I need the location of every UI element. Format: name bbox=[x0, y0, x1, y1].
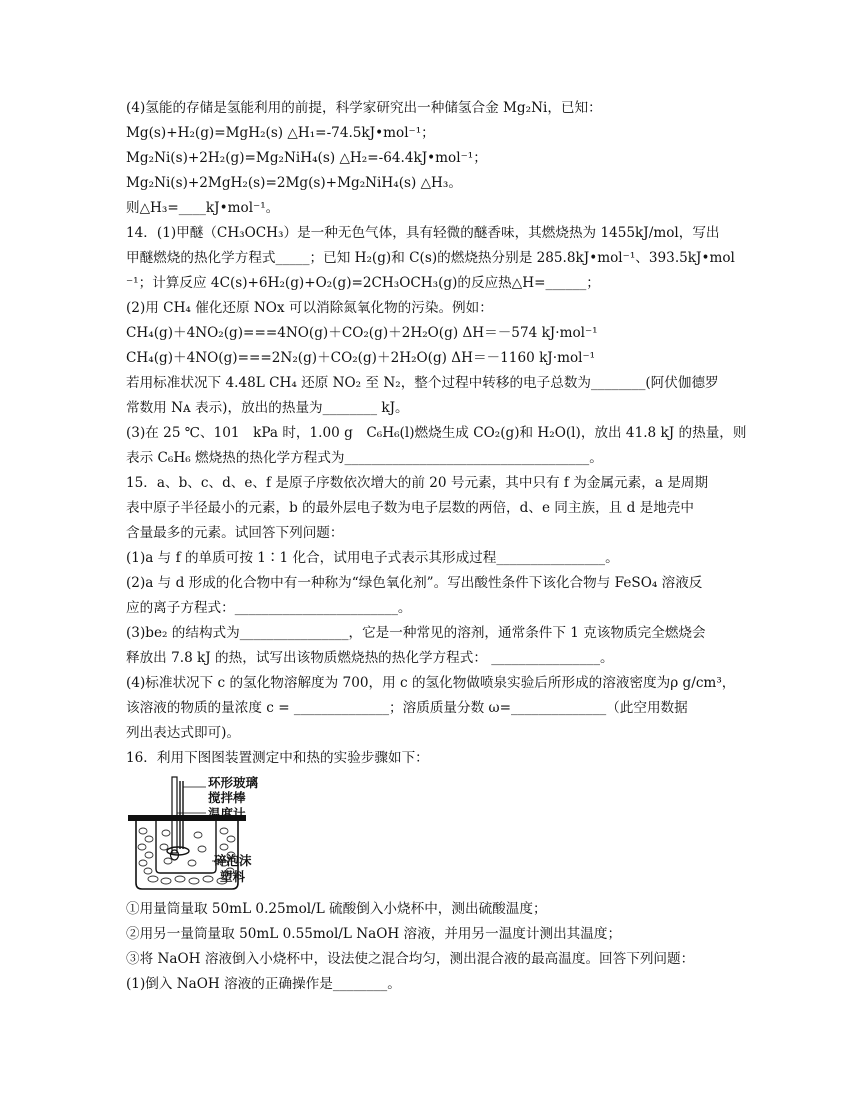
question-14-line: 14．(1)甲醚（CH₃OCH₃）是一种无色气体，具有轻微的醚香味，其燃烧热为 1455kJ/mol，写出 bbox=[126, 225, 720, 241]
text-line: (3)be₂ 的结构式为________________，它是一种常见的溶剂，通常条件下 1 克该物质完全燃烧会 bbox=[126, 625, 706, 641]
calorimeter-figure bbox=[128, 775, 278, 893]
text-line: 列出表达式即可)。 bbox=[126, 725, 241, 741]
question-16-line: 16．利用下图图装置测定中和热的实验步骤如下： bbox=[126, 750, 429, 766]
text-line: Mg₂Ni(s)+2MgH₂(s)=2Mg(s)+Mg₂NiH₄(s) △H₃。 bbox=[126, 175, 462, 191]
foam-label-line-2: 塑料 bbox=[220, 869, 246, 884]
question-15-line: 15．a、b、c、d、e、f 是原子序数依次增大的前 20 号元素，其中只有 f 为金属元素，a 是周期 bbox=[126, 475, 709, 491]
text-line: 释放出 7.8 kJ 的热，试写出该物质燃烧热的热化学方程式： ________________。 bbox=[126, 650, 614, 666]
stirrer-label-line-2: 搅拌棒 bbox=[208, 790, 246, 805]
text-line: 常数用 Nᴀ 表示)，放出的热量为________ kJ。 bbox=[126, 400, 409, 416]
text-line: (3)在 25 ℃、101 kPa 时，1.00 g C₆H₆(l)燃烧生成 CO₂(g)和 H₂O(l)，放出 41.8 kJ 的热量，则 bbox=[126, 425, 746, 441]
text-line: (4)氢能的存储是氢能利用的前提，科学家研究出一种储氢合金 Mg₂Ni，已知： bbox=[126, 100, 602, 116]
text-line: (4)标准状况下 c 的氢化物溶解度为 700，用 c 的氢化物做喷泉实验后所形成的溶液密度为ρ g/cm³， bbox=[126, 675, 736, 691]
text-line: 表示 C₆H₆ 燃烧热的热化学方程式为____________________________________。 bbox=[126, 450, 603, 466]
exam-page bbox=[126, 96, 746, 997]
calorimeter-diagram bbox=[128, 775, 278, 893]
step-line: ②用另一量筒量取 50mL 0.55mol/L NaOH 溶液，并用另一温度计测出其温度； bbox=[126, 926, 622, 942]
text-line: (1)a 与 f 的单质可按 1∶1 化合，试用电子式表示其形成过程________________。 bbox=[126, 550, 619, 566]
text-line: Mg(s)+H₂(g)=MgH₂(s) △H₁=-74.5kJ•mol⁻¹； bbox=[126, 125, 435, 141]
text-line: (2)用 CH₄ 催化还原 NOx 可以消除氮氧化物的污染。例如： bbox=[126, 300, 493, 316]
text-line: 应的离子方程式：________________________。 bbox=[126, 600, 412, 616]
text-line: 若用标准状况下 4.48L CH₄ 还原 NO₂ 至 N₂，整个过程中转移的电子总数为________(阿伏伽德罗 bbox=[126, 375, 719, 391]
text-line: 则△H₃=____kJ•mol⁻¹。 bbox=[126, 200, 280, 216]
equation-line: CH₄(g)＋4NO₂(g)===4NO(g)＋CO₂(g)＋2H₂O(g) ΔH＝－574 kJ·mol⁻¹ bbox=[126, 325, 598, 341]
text-line: 表中原子半径最小的元素，b 的最外层电子数为电子层数的两倍，d、e 同主族，且 d 是地壳中 bbox=[126, 500, 694, 516]
equation-line: CH₄(g)＋4NO(g)===2N₂(g)＋CO₂(g)＋2H₂O(g) ΔH＝－1160 kJ·mol⁻¹ bbox=[126, 350, 596, 366]
step-line: ①用量筒量取 50mL 0.25mol/L 硫酸倒入小烧杯中，测出硫酸温度； bbox=[126, 901, 547, 917]
text-line: 该溶液的物质的量浓度 c = ______________；溶质质量分数 ω=______________（此空用数据 bbox=[126, 700, 688, 716]
text-line: (1)倒入 NaOH 溶液的正确操作是________。 bbox=[126, 976, 401, 992]
text-line: ⁻¹；计算反应 4C(s)+6H₂(g)+O₂(g)=2CH₃OCH₃(g)的反应热△H=______； bbox=[126, 275, 600, 291]
text-line: 甲醚燃烧的热化学方程式_____；已知 H₂(g)和 C(s)的燃烧热分别是 285.8kJ•mol⁻¹、393.5kJ•mol bbox=[126, 250, 735, 266]
text-line: 含量最多的元素。试回答下列问题： bbox=[126, 525, 344, 541]
text-line: Mg₂Ni(s)+2H₂(g)=Mg₂NiH₄(s) △H₂=-64.4kJ•mol⁻¹； bbox=[126, 150, 487, 166]
stirrer-label-line-1: 环形玻璃 bbox=[208, 775, 259, 790]
step-line: ③将 NaOH 溶液倒入小烧杯中，设法使之混合均匀，测出混合液的最高温度。回答下列问题： bbox=[126, 951, 695, 967]
text-line: (2)a 与 d 形成的化合物中有一种称为“绿色氧化剂”。写出酸性条件下该化合物与 FeSO₄ 溶液反 bbox=[126, 575, 703, 591]
thermometer-label: 温度计 bbox=[208, 806, 246, 821]
foam-label-line-1: 碎泡沫 bbox=[214, 853, 252, 868]
